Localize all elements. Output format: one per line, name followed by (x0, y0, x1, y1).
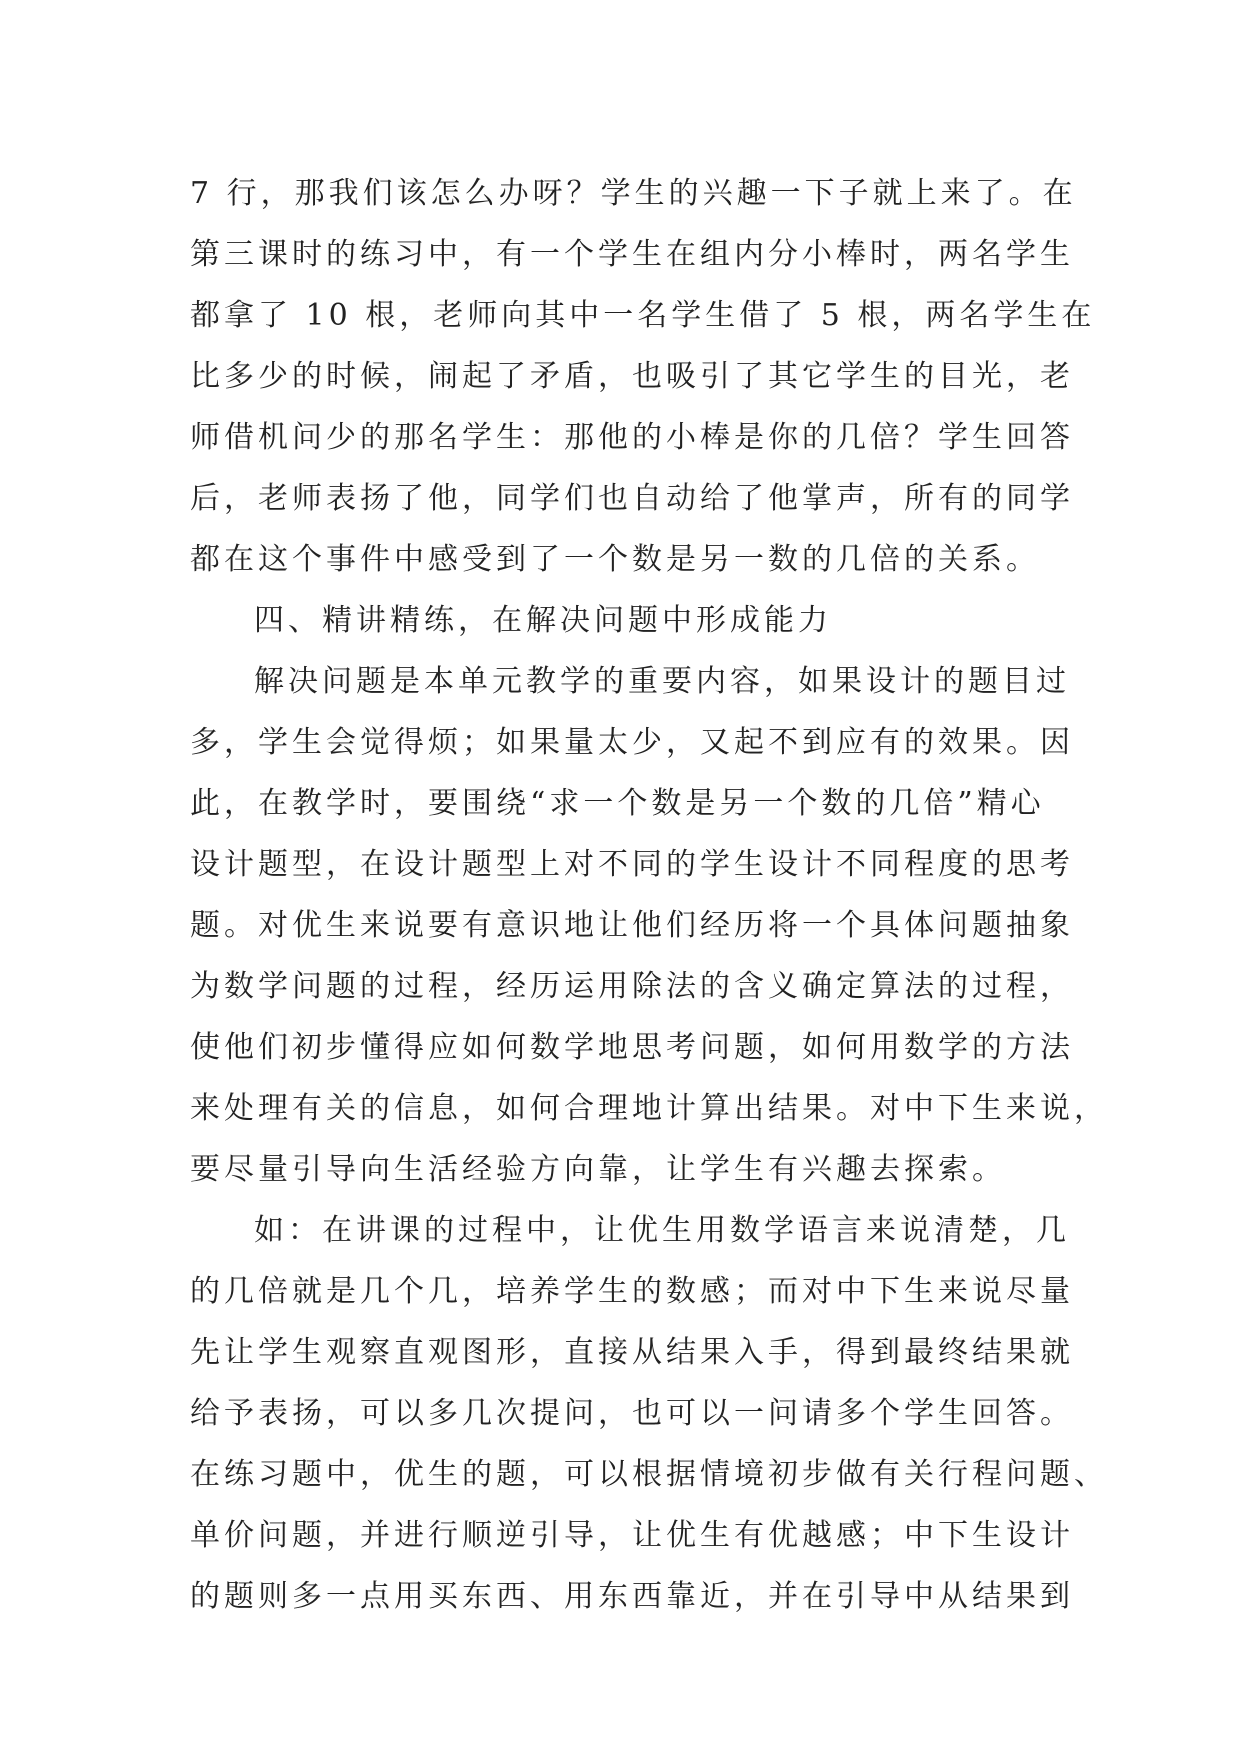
text-line: 都在这个事件中感受到了一个数是另一数的几倍的关系。 (190, 542, 1040, 577)
section-heading: 四、精讲精练，在解决问题中形成能力 (254, 603, 832, 638)
text-line: 来处理有关的信息，如何合理地计算出结果。对中下生来说， (190, 1091, 1108, 1126)
paragraph-start: 解决问题是本单元教学的重要内容，如果设计的题目过 (254, 664, 1070, 699)
text-line: 都拿了 10 根，老师向其中一名学生借了 5 根，两名学生在 (190, 298, 1096, 333)
text-line: 此，在教学时，要围绕“求一个数是另一个数的几倍”精心 (190, 786, 1045, 821)
text-line: 为数学问题的过程，经历运用除法的含义确定算法的过程， (190, 969, 1074, 1004)
text-line: 给予表扬，可以多几次提问，也可以一问请多个学生回答。 (190, 1396, 1074, 1431)
text-line: 师借机问少的那名学生：那他的小棒是你的几倍？学生回答 (190, 420, 1074, 455)
text-line: 先让学生观察直观图形，直接从结果入手，得到最终结果就 (190, 1335, 1074, 1370)
text-line: 在练习题中，优生的题，可以根据情境初步做有关行程问题、 (190, 1457, 1108, 1492)
paragraph-start: 如：在讲课的过程中，让优生用数学语言来说清楚，几 (254, 1213, 1070, 1248)
text-line: 比多少的时候，闹起了矛盾，也吸引了其它学生的目光，老 (190, 359, 1074, 394)
text-line: 的题则多一点用买东西、用东西靠近，并在引导中从结果到 (190, 1579, 1074, 1614)
text-line: 单价问题，并进行顺逆引导，让优生有优越感；中下生设计 (190, 1518, 1074, 1553)
text-line: 后，老师表扬了他，同学们也自动给了他掌声，所有的同学 (190, 481, 1074, 516)
text-line: 多，学生会觉得烦；如果量太少，又起不到应有的效果。因 (190, 725, 1074, 760)
text-line: 要尽量引导向生活经验方向靠，让学生有兴趣去探索。 (190, 1152, 1006, 1187)
text-line: 第三课时的练习中，有一个学生在组内分小棒时，两名学生 (190, 237, 1074, 272)
body-text (190, 163, 1108, 1627)
text-line: 的几倍就是几个几，培养学生的数感；而对中下生来说尽量 (190, 1274, 1074, 1309)
text-line: 题。对优生来说要有意识地让他们经历将一个具体问题抽象 (190, 908, 1074, 943)
text-line: 使他们初步懂得应如何数学地思考问题，如何用数学的方法 (190, 1030, 1074, 1065)
text-line: 设计题型，在设计题型上对不同的学生设计不同程度的思考 (190, 847, 1074, 882)
text-line: 7 行，那我们该怎么办呀？学生的兴趣一下子就上来了。在 (190, 176, 1077, 211)
